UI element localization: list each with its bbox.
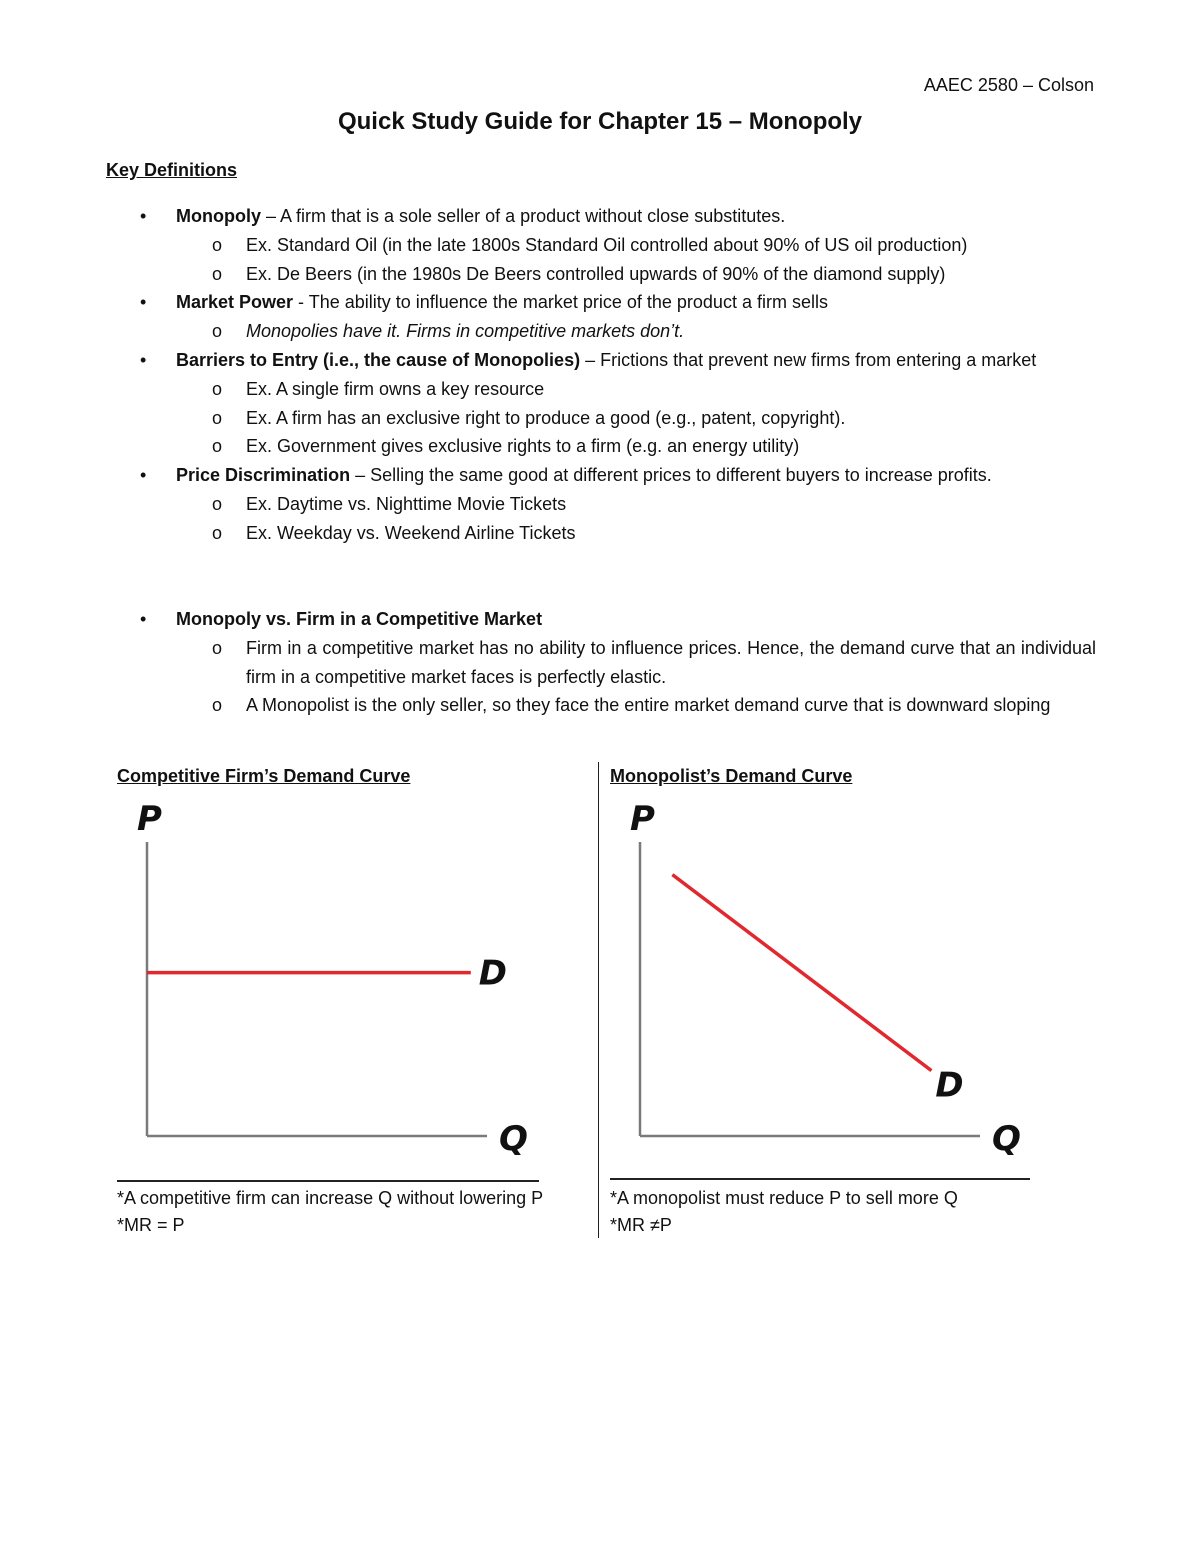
section-heading: Key Definitions [106,160,238,180]
chart-title-monopolist: Monopolist’s Demand Curve [610,766,853,786]
chart-competitive [110,800,550,1170]
example-exclusive-right: Ex. A firm has an exclusive right to produce a good (e.g., patent, copyright). [246,407,846,428]
sub-bullet: o [212,407,223,428]
demand-curve-label: D [478,953,508,994]
sub-bullet: o [212,321,223,342]
list-item-comparison [106,605,1096,634]
term-barriers: Barriers to Entry (i.e., the cause of Monopolies) [176,349,581,370]
sub-bullet: o [212,263,223,284]
x-axis-label: Q [992,1119,1021,1159]
bullet: • [140,206,147,226]
sub-bullet: o [212,378,223,399]
list-item-barriers [106,346,1096,375]
demand-curve-label: D [935,1065,964,1106]
sub-bullet: o [212,493,223,514]
comparison-list [106,605,1096,720]
note-competitive-1: *A competitive firm can increase Q without lowering P [117,1188,544,1208]
chart-monopolist [603,800,1043,1170]
sub-bullet: o [212,234,223,255]
term-market-power: Market Power [176,292,294,313]
y-axis-label: P [630,799,655,839]
bullet: • [140,349,147,370]
notes-monopolist [610,1185,958,1239]
course-header: AAEC 2580 – Colson [923,75,1094,95]
monopolist-note: A Monopolist is the only seller, so they face the entire market demand curve that is downward sloping [246,695,1051,716]
sub-bullet: o [212,522,223,543]
sub-item [106,432,1096,461]
bullet: • [140,465,147,486]
sub-item [106,260,1096,289]
sub-bullet: o [212,695,223,716]
list-item-price-discrimination [106,461,1096,490]
sub-item [106,231,1096,260]
sub-bullet: o [212,436,223,457]
desc-monopoly: – A firm that is a sole seller of a product without close substitutes. [260,206,786,226]
term-price-discrimination: Price Discrimination [176,465,351,486]
example-de-beers: Ex. De Beers (in the 1980s De Beers controlled upwards of 90% of the diamond supply) [246,263,946,284]
chart-title-competitive: Competitive Firm’s Demand Curve [117,766,411,786]
column-divider [598,762,599,1238]
desc-market-power: - The ability to influence the market price of the product a firm sells [293,292,828,313]
note-monopolist-1: *A monopolist must reduce P to sell more Q [610,1188,958,1208]
x-axis-label: Q [499,1119,528,1159]
page-title: Quick Study Guide for Chapter 15 – Monopoly [337,108,863,135]
definitions-list [106,202,1096,548]
bullet: • [140,292,147,313]
note-competitive-2: *MR = P [117,1215,185,1235]
y-axis-label: P [137,799,162,839]
sub-item [106,490,1096,519]
note-monopolist-2: *MR ≠P [610,1215,672,1235]
example-airline-tickets: Ex. Weekday vs. Weekend Airline Tickets [246,522,576,543]
example-standard-oil: Ex. Standard Oil (in the late 1800s Standard Oil controlled about 90% of US oil production) [246,234,968,255]
rule-competitive [117,1180,539,1182]
list-item-market-power [106,288,1096,317]
sub-item [106,519,1096,548]
example-key-resource: Ex. A single firm owns a key resource [246,378,545,399]
sub-item [106,691,1096,720]
example-movie-tickets: Ex. Daytime vs. Nighttime Movie Tickets [246,493,567,514]
desc-barriers: – Frictions that prevent new firms from entering a market [580,349,1037,370]
sub-item [106,634,1096,692]
desc-price-discrimination: – Selling the same good at different prices to different buyers to increase profits. [350,465,992,486]
notes-competitive [117,1185,543,1239]
competitive-firm-note: Firm in a competitive market has no ability to influence prices. Hence, the demand curve that an individual firm in a competitive market faces is perfectly elastic. [246,637,1096,687]
demand-curve [672,875,931,1071]
example-government: Ex. Government gives exclusive rights to a firm (e.g. an energy utility) [246,436,800,457]
rule-monopolist [610,1178,1030,1180]
bullet: • [140,609,147,629]
sub-item [106,375,1096,404]
sub-item [106,404,1096,433]
term-comparison: Monopoly vs. Firm in a Competitive Market [176,609,543,629]
term-monopoly: Monopoly [176,206,261,226]
list-item-monopoly [106,202,1096,231]
sub-bullet: o [212,637,223,658]
market-power-note: Monopolies have it. Firms in competitive markets don’t. [246,321,685,342]
sub-item [106,317,1096,346]
